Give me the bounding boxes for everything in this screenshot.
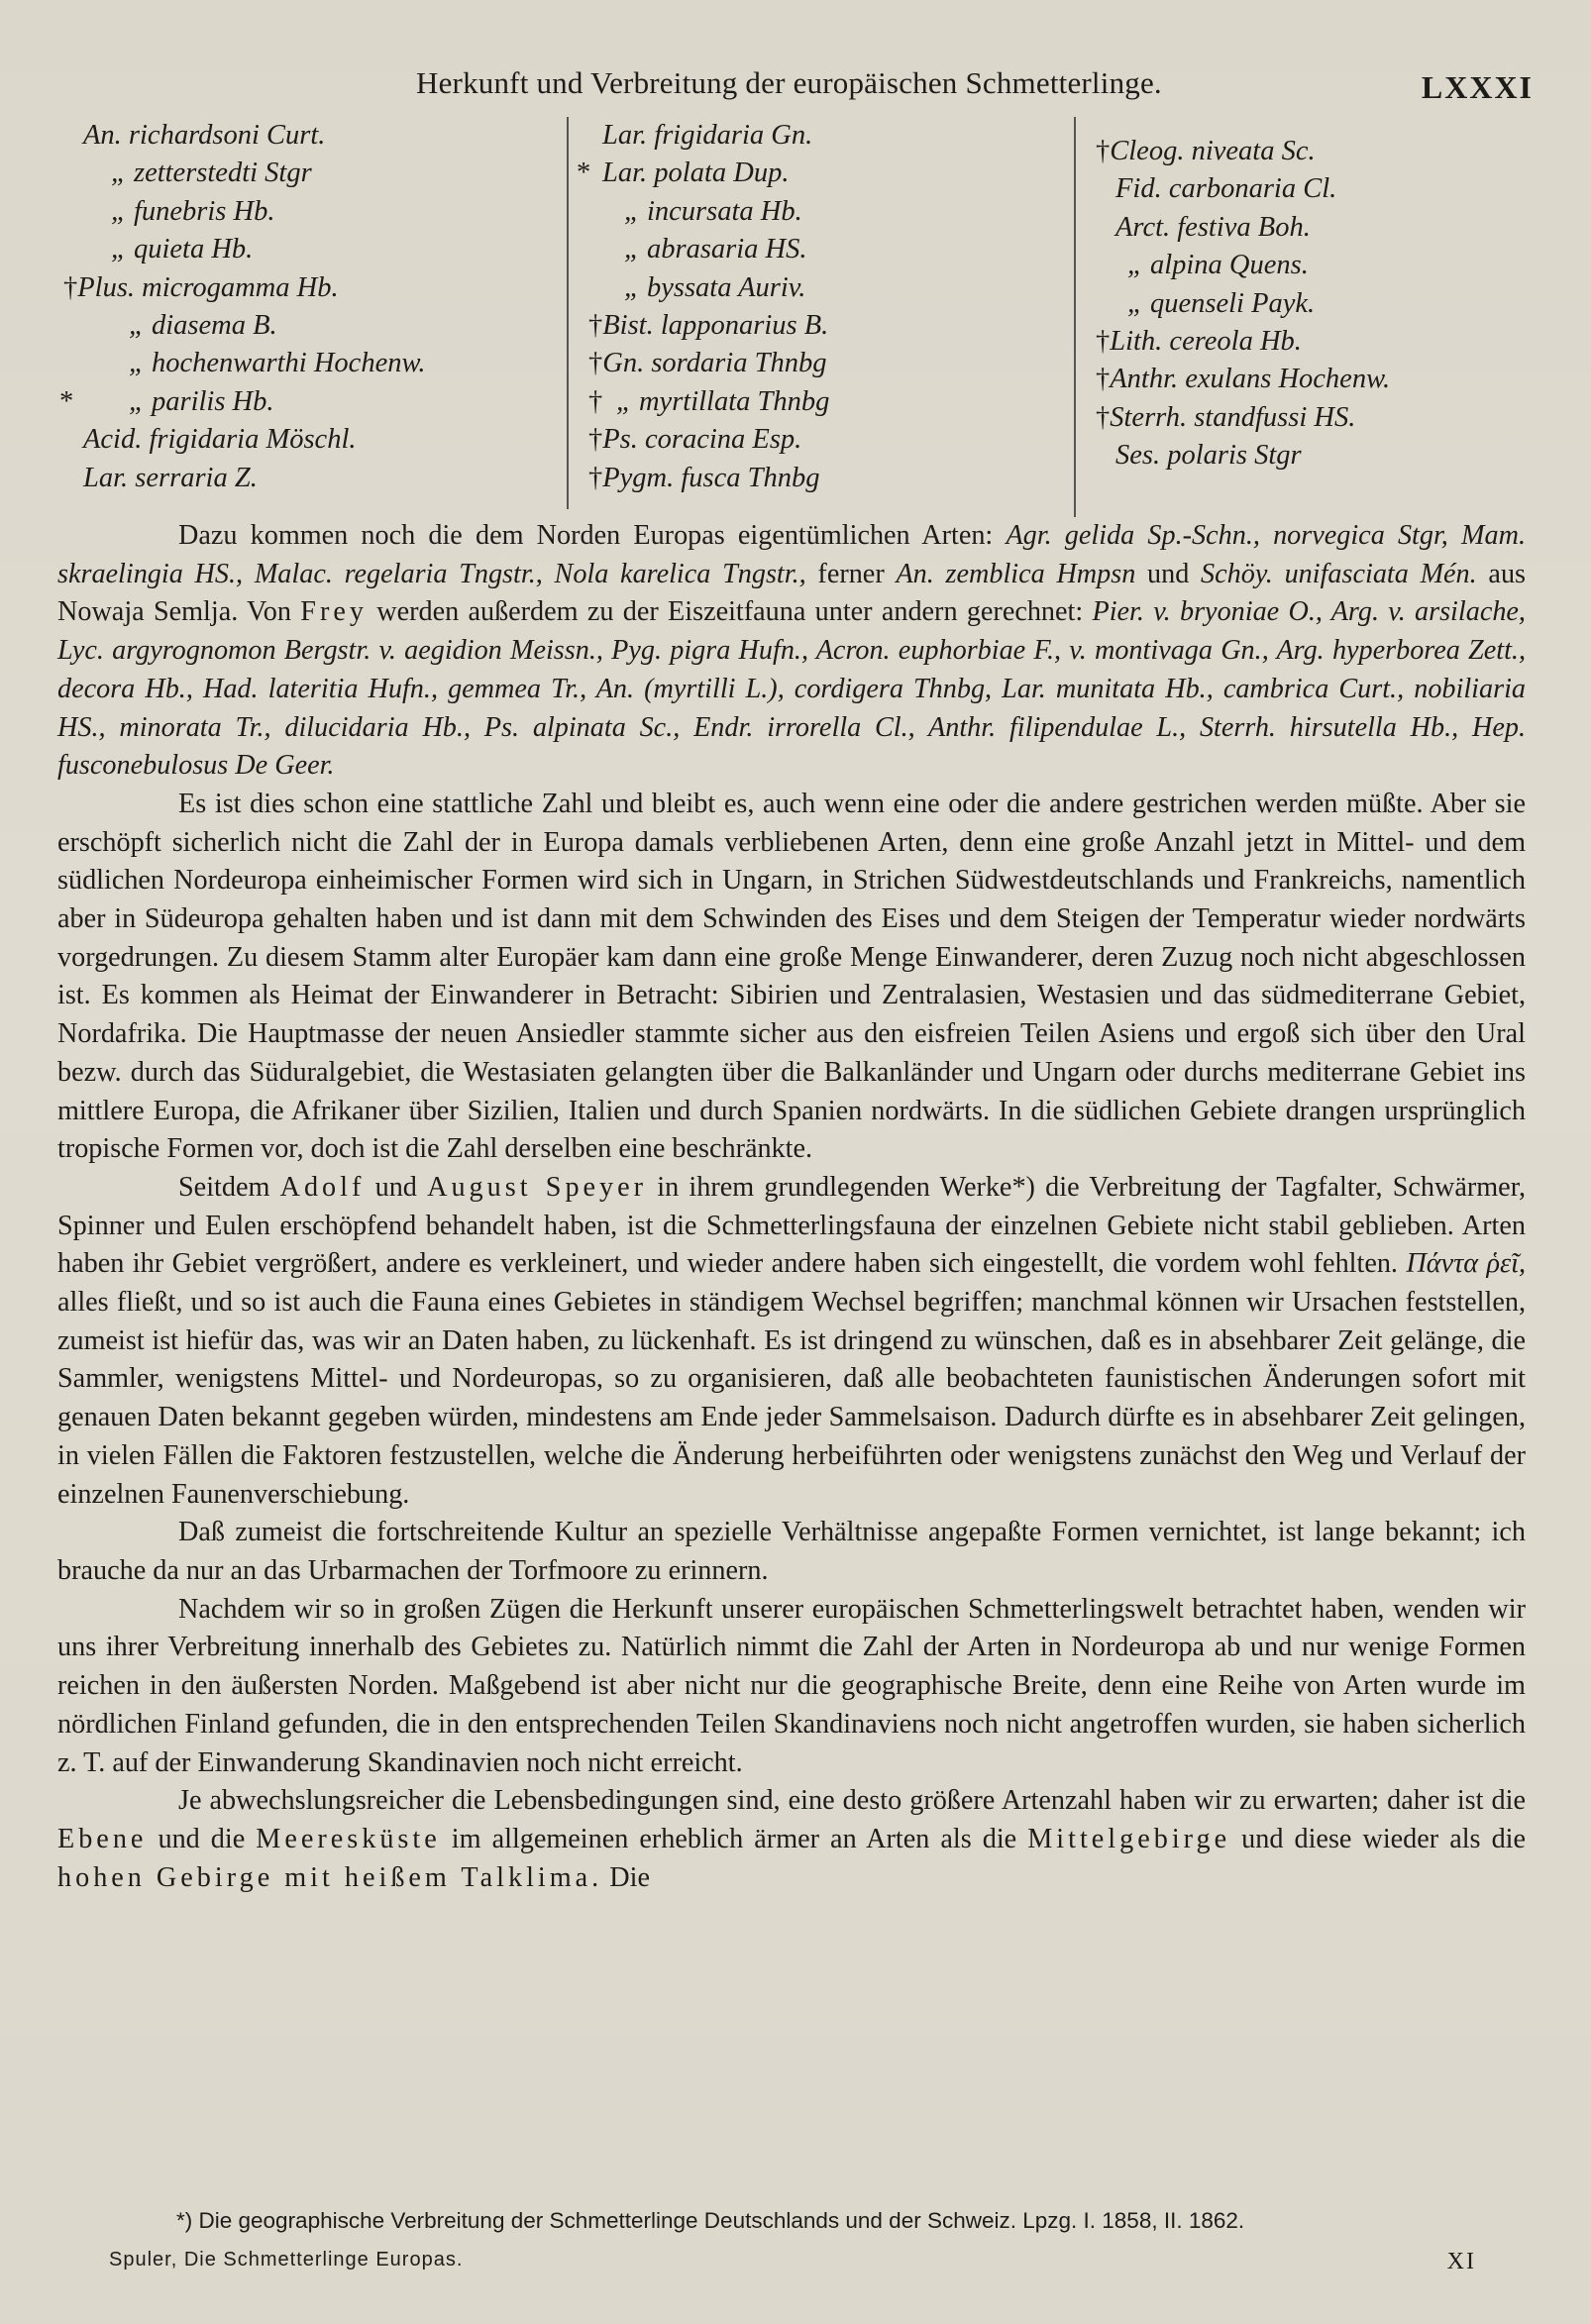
page-header xyxy=(0,65,1591,115)
species-entry: „ quieta Hb. xyxy=(111,234,254,265)
footnote: *) Die geographische Verbreitung der Schmetterlinge Deutschlands und der Schweiz. Lpzg. I. 1858, II. 1862. xyxy=(176,2208,1245,2233)
species-column-2 xyxy=(567,117,1032,509)
signature-mark: XI xyxy=(1446,2249,1476,2274)
species-entry: * Lar. polata Dup. xyxy=(577,158,790,189)
species-entry: Ses. polaris Stgr xyxy=(1115,440,1302,472)
species-entry: „ quenseli Payk. xyxy=(1127,287,1316,319)
species-entry: †Anthr. exulans Hochenw. xyxy=(1096,364,1391,395)
paragraph-1: Dazu kommen noch die dem Norden Europas eigentümlichen Arten: Agr. gelida Sp.-Schn., norvegica Stgr, Mam. skraelingia HS., Malac. regelaria Tngstr., Nola karelica Tngstr., ferner An. zemblica Hmpsn und Schöy. unifasciata Mén. aus Nowaja Semlja. Von Frey werden außerdem zu der Eiszeitfauna unter andern gerechnet: Pier. v. bryoniae O., Arg. v. arsilache, Lyc. argyrognomon Bergstr. v. aegidion Meissn., Pyg. pigra Hufn., Acron. euphorbiae F., v. montivaga Gn., Arg. hyperborea Zett., decora Hb., Had. lateritia Hufn., gemmea Tr., An. (myrtilli L.), cordigera Thnbg, Lar. munitata Hb., cambrica Curt., nobiliaria HS., minorata Tr., dilucidaria Hb., Ps. alpinata Sc., Endr. irrorella Cl., Anthr. filipendulae L., Sterrh. hirsutella Hb., Hep. fusconebulosus De Geer. xyxy=(57,520,1527,782)
species-entry: „ zetterstedti Stgr xyxy=(111,158,312,189)
species-entry: †Pygm. fusca Thnbg xyxy=(588,462,820,493)
species-entry: „ diasema B. xyxy=(129,309,277,341)
species-entry: †Cleog. niveata Sc. xyxy=(1096,136,1316,166)
footer-author: Spuler, Die Schmetterlinge Europas. xyxy=(109,2249,464,2271)
species-entry: „ alpina Quens. xyxy=(1127,250,1309,281)
paragraph-3: Seitdem Adolf und August Speyer in ihrem grundlegenden Werke*) die Verbreitung der Tagfalter, Schwärmer, Spinner und Eulen erschöpfend behandelt haben, ist die Schmetterlingsfauna der einzelnen Gebiete nicht stabil geblieben. Arten haben ihr Gebiet vergrößert, andere es verkleinert, und wieder andere haben sich eingestellt, die vordem wohl fehlten. Πάντα ῥεῖ, alles fließt, und so ist auch die Fauna eines Gebietes in ständigem Wechsel begriffen; manchmal können wir Ursachen feststellen, zumeist ist hiefür das, was wir an Daten haben, zu lückenhaft. Es ist dringend zu wünschen, daß es in absehbarer Zeit gelänge, die Sammler, wenigstens Mittel- und Nordeuropas, so zu organisieren, daß alle beobachteten faunistischen Änderungen sofort mit genauen Daten bekannt gegeben würden, mindestens am Ende jeder Sammelsaison. Dadurch dürfte es in absehbarer Zeit gelingen, in vielen Fällen die Faktoren festzustellen, welche die Änderung herbeiführten oder wenigstens zunächst den Weg und Verlauf der einzelnen Faunenverschiebung. xyxy=(57,1171,1526,1510)
species-entry: †Ps. coracina Esp. xyxy=(588,424,802,456)
running-title: Herkunft und Verbreitung der europäischen Schmetterlinge. xyxy=(416,65,1162,100)
paragraph-2: Es ist dies schon eine stattliche Zahl und bleibt es, auch wenn eine oder die andere gestrichen werden müßte. Aber sie erschöpft sicherlich nicht die Zahl der in Europa damals verbliebenen Arten, denn eine große Anzahl jetzt in Mittel- und dem südlichen Nordeuropa einheimischer Formen wird sich in Ungarn, in Strichen Südwestdeutschlands und Frankreichs, namentlich aber in Südeuropa gehalten haben und ist dann mit dem Schwinden des Eises und dem Steigen der Temperatur wieder nordwärts vorgedrungen. Zu diesem Stamm alter Europäer kam dann eine große Menge Einwanderer, deren Zuzug noch nicht abgeschlossen ist. Es kommen als Heimat der Einwanderer in Betracht: Sibirien und Zentralasien, Westasien und das südmediterrane Gebiet, Nordafrika. Die Hauptmasse der neuen Ansiedler stammte sicher aus den eisfreien Teilen Asiens und ergoß sich über den Ural bezw. durch das Süduralgebiet, die Westasiaten gelangten über die Balkanländer und Ungarn oder durchs mediterrane Gebiet ins mittlere Europa, die Afrikaner über Sizilien, Italien und durch Spanien nordwärts. In die südlichen Gebiete drangen ursprünglich tropische Formen vor, doch ist die Zahl derselben eine beschränkte. xyxy=(57,788,1526,1165)
species-entry: †Plus. microgamma Hb. xyxy=(63,271,339,303)
main-text xyxy=(57,517,1526,1897)
species-entry: * „ parilis Hb. xyxy=(59,385,274,417)
paragraph-4: Daß zumeist die fortschreitende Kultur an spezielle Verhältnisse angepaßte Formen vernichtet, ist lange bekannt; ich brauche da nur an das Urbarmachen der Torfmoore zu erinnern. xyxy=(57,1517,1526,1586)
species-entry: Lar. serraria Z. xyxy=(83,462,258,493)
species-entry: „ hochenwarthi Hochenw. xyxy=(129,348,426,379)
species-entry: „ abrasaria HS. xyxy=(624,234,807,265)
paragraph-6: Je abwechslungsreicher die Lebensbedingungen sind, eine desto größere Artenzahl haben wir zu erwarten; daher ist die Ebene und die Meeresküste im allgemeinen erheblich ärmer an Arten als die Mittelgebirge und diese wieder als die hohen Gebirge mit heißem Talklima. Die xyxy=(57,1785,1527,1893)
species-entry: †Lith. cereola Hb. xyxy=(1096,325,1302,357)
species-column-1 xyxy=(59,117,527,497)
paragraph-5: Nachdem wir so in großen Zügen die Herkunft unserer europäischen Schmetterlingswelt betrachtet haben, wenden wir uns ihrer Verbreitung innerhalb des Gebietes zu. Natürlich nimmt die Zahl der Arten in Nordeuropa ab und nur wenige Formen reichen in den äußersten Norden. Maßgebend ist aber nicht nur die geographische Breite, denn eine Reihe von Arten wurde im nördlichen Finland gefunden, die in den entsprechenden Teilen Skandinaviens noch nicht angetroffen wurden, sie haben sicherlich z. T. auf der Einwanderung Skandinavien noch nicht erreicht. xyxy=(57,1593,1526,1778)
species-entry: „ funebris Hb. xyxy=(111,195,275,227)
species-entry: †Bist. lapponarius B. xyxy=(588,309,829,341)
page-number: LXXXI xyxy=(1421,69,1534,105)
species-entry: Fid. carbonaria Cl. xyxy=(1115,173,1337,205)
species-entry: Acid. frigidaria Möschl. xyxy=(83,424,357,456)
species-list xyxy=(0,117,1591,513)
species-entry: An. richardsoni Curt. xyxy=(83,120,326,151)
species-entry: „ byssata Auriv. xyxy=(624,271,806,303)
species-column-3 xyxy=(1074,117,1541,517)
species-entry: Arct. festiva Boh. xyxy=(1115,211,1311,243)
species-entry: Lar. frigidaria Gn. xyxy=(602,120,813,151)
species-entry: †Gn. sordaria Thnbg xyxy=(588,348,827,379)
page-footer xyxy=(109,2249,1516,2282)
species-entry: „ incursata Hb. xyxy=(624,195,802,227)
species-entry: † „ myrtillata Thnbg xyxy=(588,385,830,417)
species-entry: †Sterrh. standfussi HS. xyxy=(1096,401,1356,433)
